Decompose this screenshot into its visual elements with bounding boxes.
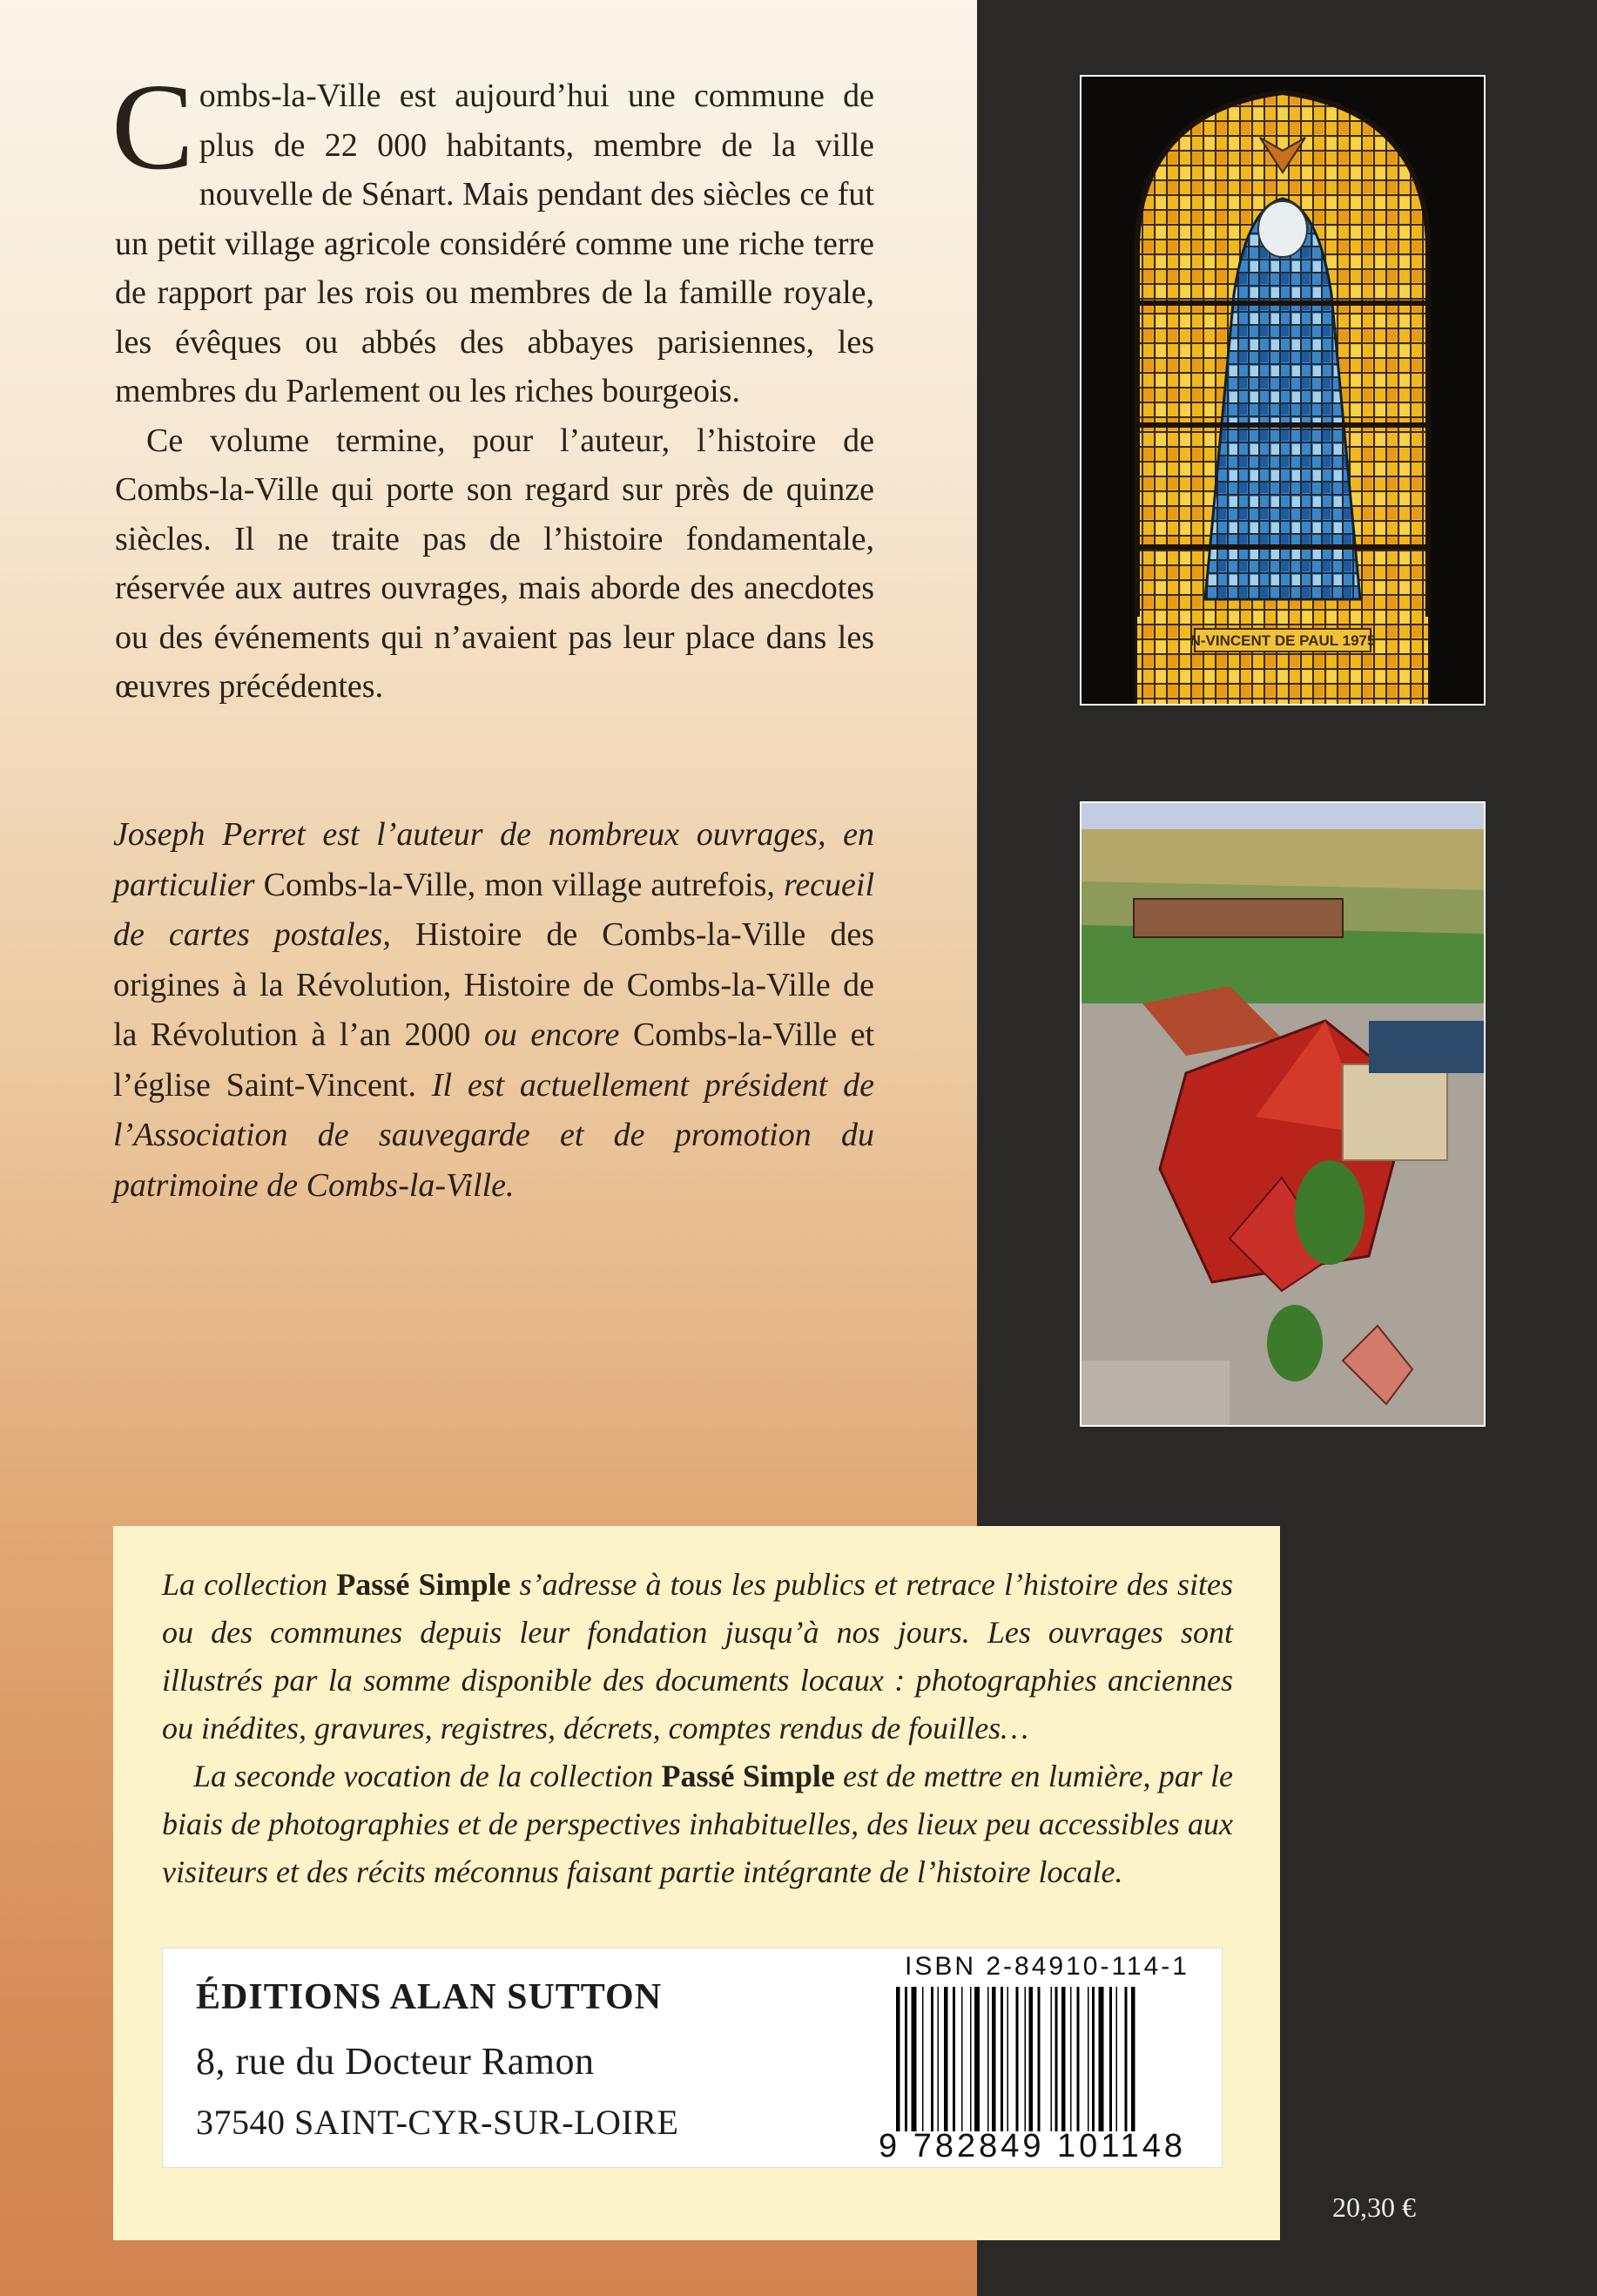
collection-p1-end: s’adresse à tous les publics et retrace l’histoire des sites ou des communes depuis leur fondation jusqu’à nos jours. Les ouvrages sont illustrés par la somme disponible des documents locaux : photographies anciennes ou inédites, gravures, registres, décrets, comptes rendus de fouilles… (162, 1567, 1234, 1746)
barcode-icon (894, 1987, 1197, 2131)
publisher-address-street: 8, rue du Docteur Ramon (196, 2040, 595, 2083)
intro-text (111, 57, 874, 712)
drop-cap: C (111, 57, 194, 195)
bio-italic-2: recueil de cartes postales, (113, 866, 875, 953)
intro-paragraph-1-text: ombs-la-Ville est aujourd’hui une commune de plus de 22 000 habitants, membre de la ville nouvelle de Sénart. Mais pendant des siècles ce fut un petit village agricole considéré comme une riche terre de rapport par les rois ou membres de la famille royale, les évêques ou abbés des abbayes parisiennes, les membres du Parlement ou les riches bourgeois. (115, 78, 874, 409)
bio-title-1: Combs-la-Ville, mon village autrefois, (263, 866, 775, 903)
publisher-address-city: 37540 SAINT-CYR-SUR-LOIRE (196, 2103, 679, 2142)
bio-italic-4: Il est actuellement président de l’Association de sauvegarde et de promotion du patrimoine de Combs-la-Ville. (113, 1066, 875, 1204)
publisher-box (162, 1948, 1223, 2168)
bio-title-3: Combs-la-Ville et l’église Saint-Vincent. (113, 1016, 875, 1104)
collection-name-2: Passé Simple (661, 1759, 835, 1793)
bio-italic-1: Joseph Perret est l’auteur de nombreux ouvrages, en particulier (113, 816, 874, 903)
window-inscription: N-VINCENT DE PAUL 1975 (1189, 632, 1376, 649)
collection-text (162, 1561, 1233, 1896)
barcode-number: 9 782849 101148 (879, 2128, 1187, 2164)
publisher-name: ÉDITIONS ALAN SUTTON (196, 1977, 663, 2017)
collection-p2-end: est de mettre en lumière, par le biais de photographies et de perspectives inhabituelles, des lieux peu accessibles aux visiteurs et des récits méconnus faisant partie intégrante de l’histoire locale. (162, 1759, 1234, 1889)
collection-p2-start: La seconde vocation de la collection (193, 1759, 654, 1793)
intro-paragraph-2: Ce volume termine, pour l’auteur, l’histoire de Combs-la-Ville qui porte son regard sur près de quinze siècles. Il ne traite pas de l’histoire fondamentale, réservée aux autres ouvrages, mais aborde des anecdotes ou des événements qui n’avaient pas leur place dans les œuvres précédentes. (115, 422, 874, 705)
aerial-church-photo (1080, 801, 1486, 1427)
stained-glass-window-photo (1080, 75, 1486, 706)
bio-italic-3: ou encore (483, 1016, 620, 1053)
intro-paragraph-1 (111, 57, 874, 416)
collection-name: Passé Simple (336, 1567, 511, 1602)
collection-paragraph-2 (162, 1752, 1233, 1896)
collection-paragraph-1 (162, 1561, 1233, 1752)
isbn-label: ISBN 2-84910-114-1 (905, 1952, 1189, 1981)
price: 20,30 € (1332, 2191, 1416, 2223)
collection-p1-start: La collection (162, 1567, 328, 1602)
author-bio (113, 810, 874, 1211)
bio-title-2: Histoire de Combs-la-Ville des origines à la Révolution, Histoire de Combs-la-Ville de la Révolution à l’an 2000 (113, 916, 875, 1053)
